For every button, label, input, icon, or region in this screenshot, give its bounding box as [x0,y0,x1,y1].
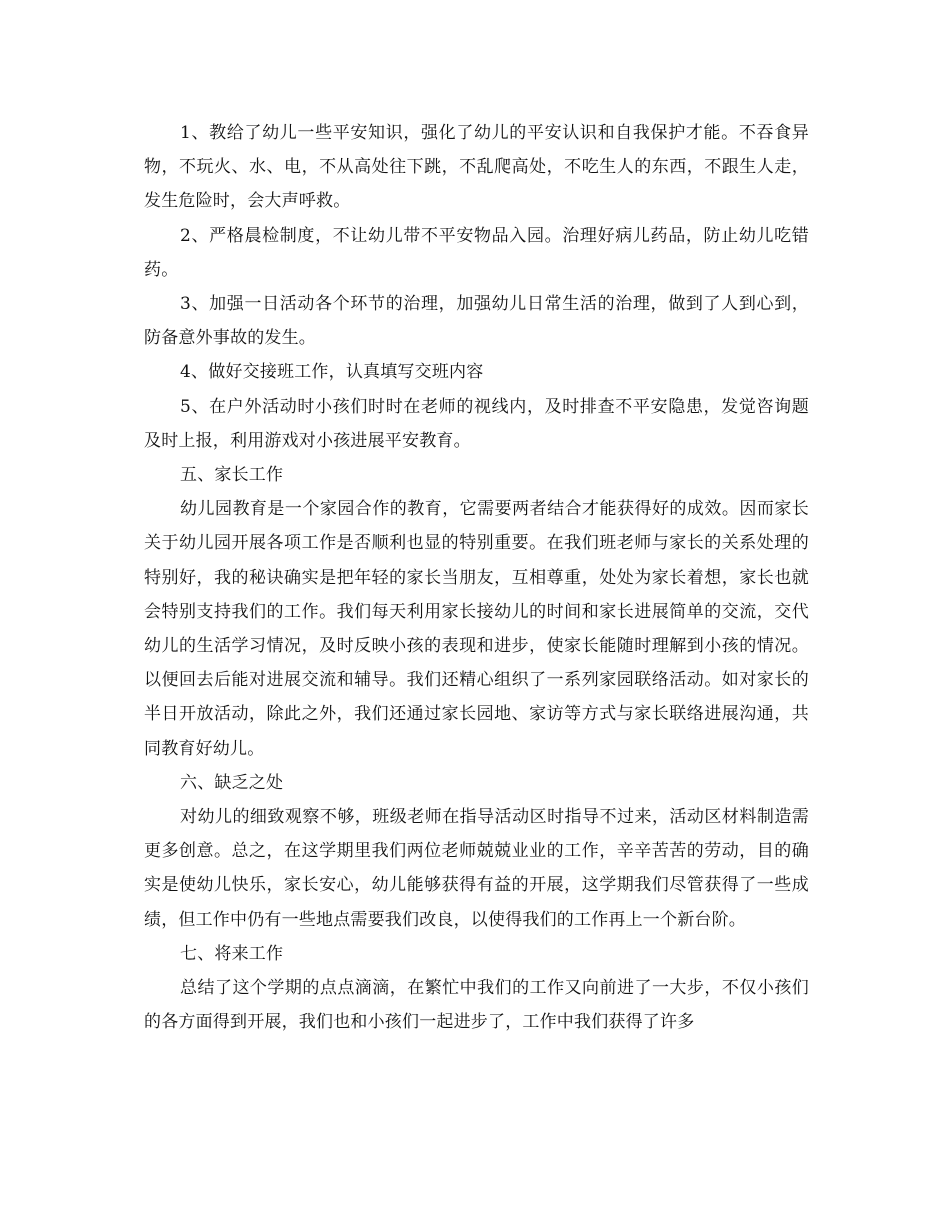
paragraph-safety-knowledge: 1、教给了幼儿一些平安知识，强化了幼儿的平安认识和自我保护才能。不吞食异物，不玩火、水、电，不从高处往下跳，不乱爬高处，不吃生人的东西，不跟生人走，发生危险时，会大声呼救。 [144,123,809,212]
paragraph-shift-handover: 4、做好交接班工作，认真填写交班内容 [180,362,484,383]
paragraph-morning-check: 2、严格晨检制度，不让幼儿带不平安物品入园。治理好病儿药品，防止幼儿吃错药。 [144,225,809,280]
paragraph-parent-work: 幼儿园教育是一个家园合作的教育，它需要两者结合才能获得好的成效。因而家长关于幼儿园开展各项工作是否顺利也显的特别重要。在我们班老师与家长的关系处理的特别好，我的秘诀确实是把年轻的家长当朋友，互相尊重，处处为家长着想，家长也就会特别支持我们的工作。我们每天利用家长接幼儿的时间和家长进展简单的交流，交代幼儿的生活学习情况，及时反映小孩的表现和进步，使家长能随时理解到小孩的情况。以便回去后能对进展交流和辅导。我们还精心组织了一系列家园联络活动。如对家长的半日开放活动，除此之外，我们还通过家长园地、家访等方式与家长联络进展沟通，共同教育好幼儿。 [144,499,809,759]
paragraph-shortcomings: 对幼儿的细致观察不够，班级老师在指导活动区时指导不过来，活动区材料制造需更多创意。总之，在这学期里我们两位老师兢兢业业的工作，辛辛苦苦的劳动，目的确实是使幼儿快乐，家长安心，幼儿能够获得有益的开展，这学期我们尽管获得了一些成绩，但工作中仍有一些地点需要我们改良，以使得我们的工作再上一个新台阶。 [144,807,809,930]
section-heading-future-work: 七、将来工作 [180,943,284,964]
section-heading-parent-work: 五、家长工作 [180,465,284,486]
document-body [144,116,809,1039]
paragraph-future-work: 总结了这个学期的点点滴滴，在繁忙中我们的工作又向前进了一大步，不仅小孩们的各方面得到开展，我们也和小孩们一起进步了，工作中我们获得了许多 [144,978,809,1033]
section-heading-shortcomings: 六、缺乏之处 [180,772,284,793]
paragraph-daily-management: 3、加强一日活动各个环节的治理，加强幼儿日常生活的治理，做到了人到心到，防备意外事故的发生。 [144,294,809,349]
paragraph-outdoor-activities: 5、在户外活动时小孩们时时在老师的视线内，及时排查不平安隐患，发觉咨询题及时上报，利用游戏对小孩进展平安教育。 [144,396,809,451]
